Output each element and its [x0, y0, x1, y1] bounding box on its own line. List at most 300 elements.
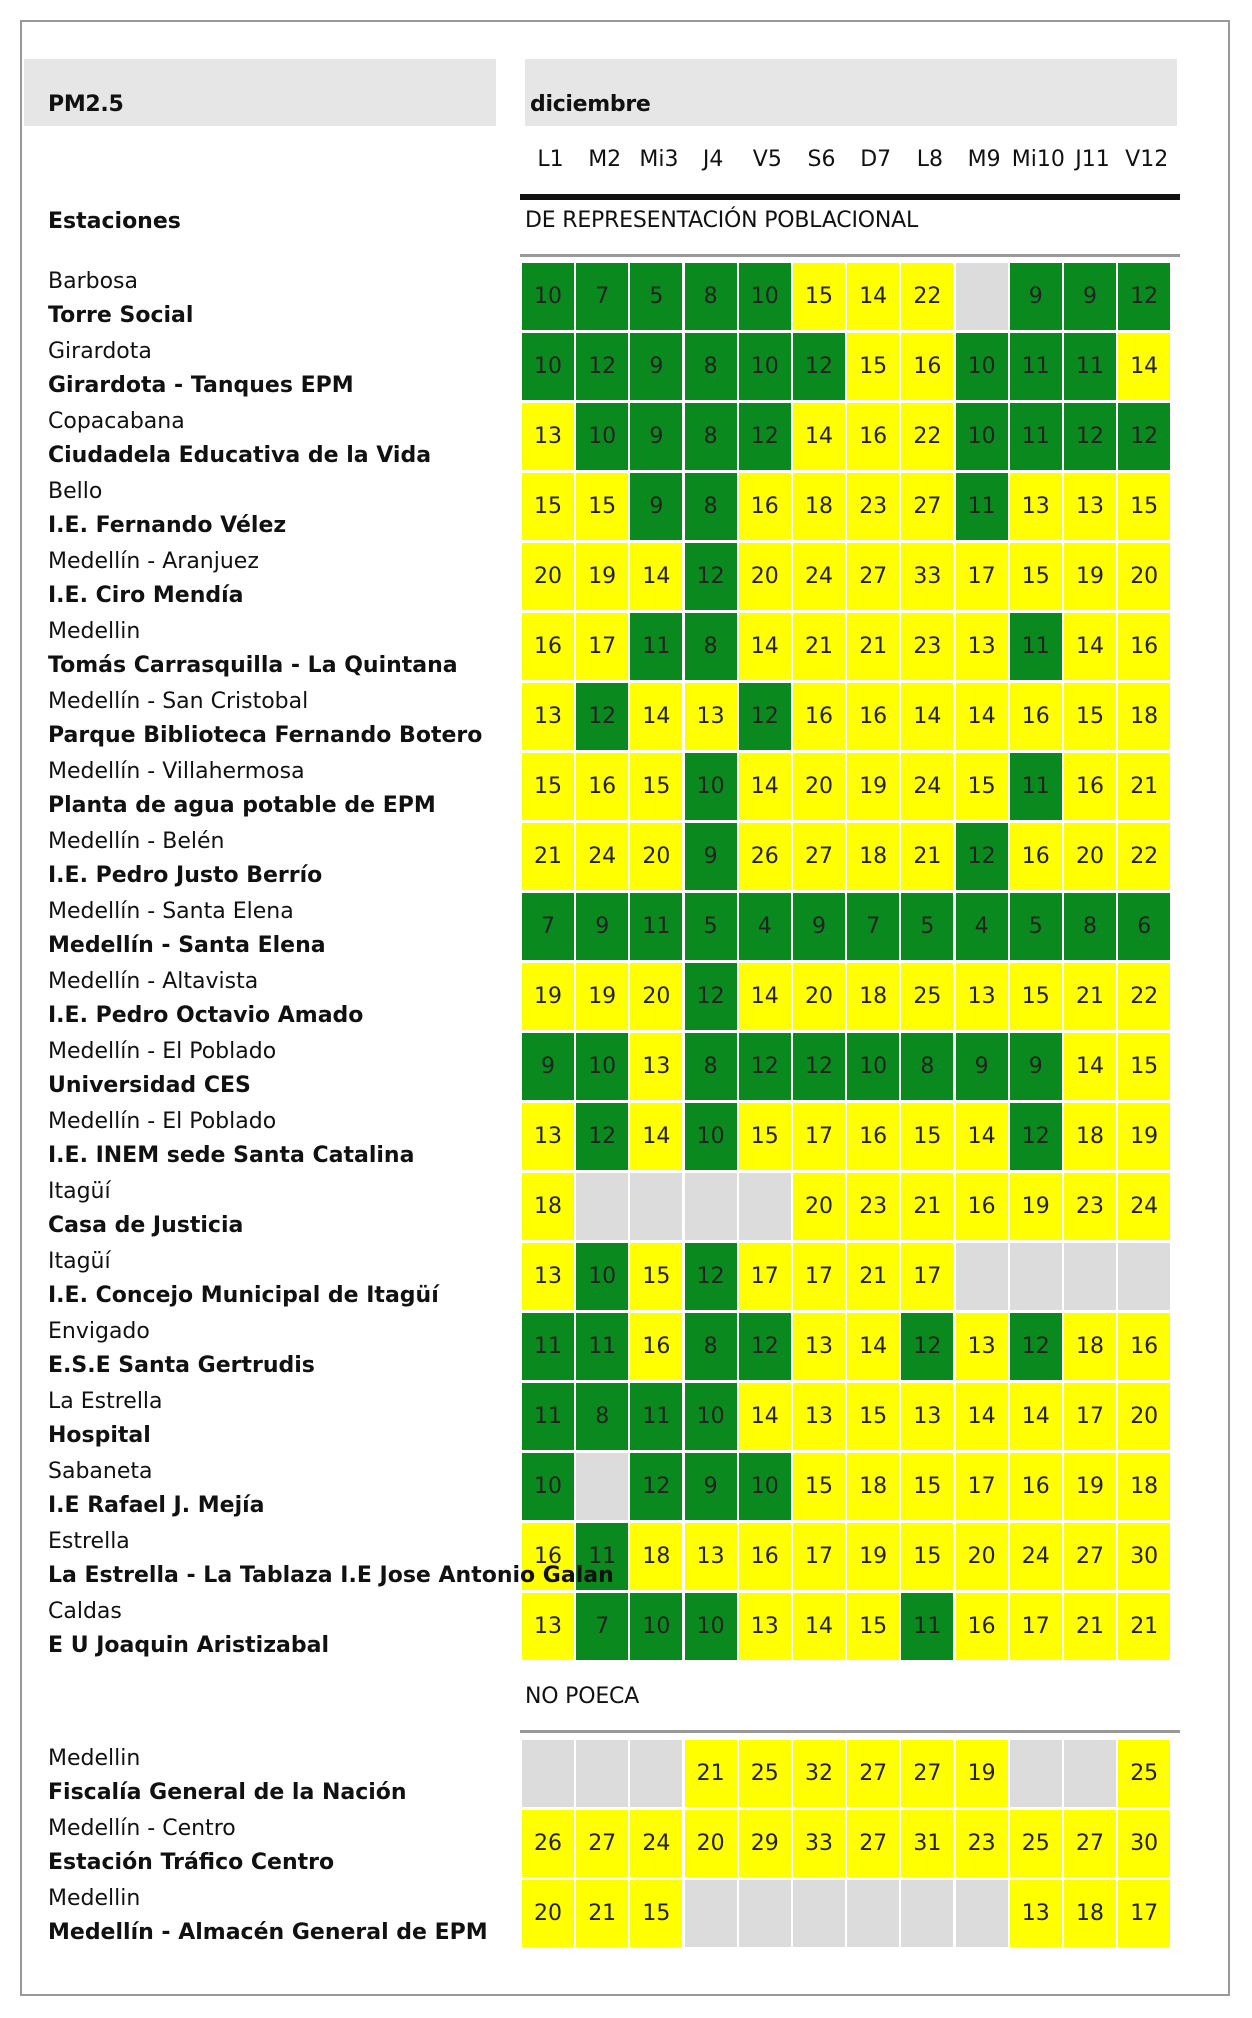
- value-cell: [630, 403, 682, 470]
- value-text: 25: [913, 984, 942, 1009]
- value-cell: [1010, 333, 1062, 400]
- value-text: 13: [534, 1264, 562, 1289]
- station-row: [0, 1313, 1252, 1383]
- day-header: S6: [807, 147, 836, 172]
- value-cell: [901, 823, 953, 890]
- value-cell: [1064, 1383, 1116, 1450]
- value-cell: [847, 333, 899, 400]
- station-name: I.E. Ciro Mendía: [48, 583, 244, 608]
- value-text: 14: [642, 564, 671, 589]
- value-cell: [1064, 1103, 1116, 1170]
- value-text: 21: [859, 1264, 888, 1289]
- value-cell: [901, 473, 953, 540]
- value-cell: [630, 1313, 682, 1380]
- value-text: 14: [967, 704, 996, 729]
- value-text: 11: [1021, 774, 1050, 799]
- value-cell: [576, 403, 628, 470]
- value-cell: [576, 1033, 628, 1100]
- station-name: I.E. Fernando Vélez: [48, 513, 287, 538]
- station-location: Estrella: [48, 1529, 130, 1554]
- value-text: 9: [649, 354, 664, 379]
- value-cell: [956, 1880, 1008, 1947]
- value-text: 20: [1076, 844, 1104, 869]
- value-cell: [576, 263, 628, 330]
- value-text: 14: [967, 1124, 996, 1149]
- value-text: 21: [913, 1194, 942, 1219]
- value-text: 23: [859, 494, 888, 519]
- value-text: 21: [859, 634, 888, 659]
- station-row: [0, 403, 1252, 473]
- value-cell: [576, 543, 628, 610]
- station-name: Ciudadela Educativa de la Vida: [48, 443, 432, 468]
- value-text: 16: [859, 704, 888, 729]
- value-cell: [1010, 1243, 1062, 1310]
- value-cell: [793, 1453, 845, 1520]
- station-row: [0, 333, 1252, 403]
- station-location: Medellín - Aranjuez: [48, 549, 259, 574]
- station-row: [0, 753, 1252, 823]
- value-text: 8: [703, 1054, 718, 1079]
- value-cell: [522, 1453, 574, 1520]
- value-cell: [630, 263, 682, 330]
- value-cell: [739, 333, 791, 400]
- value-cell: [1010, 823, 1062, 890]
- value-cell: [1118, 1383, 1170, 1450]
- value-cell: [1064, 1033, 1116, 1100]
- value-text: 17: [967, 1474, 996, 1499]
- value-cell: [576, 1740, 628, 1807]
- value-text: 21: [534, 844, 562, 869]
- value-cell: [739, 1453, 791, 1520]
- value-text: 16: [859, 424, 888, 449]
- station-location: Medellín - San Cristobal: [48, 689, 309, 714]
- value-cell: [901, 1383, 953, 1450]
- value-text: 18: [534, 1194, 562, 1219]
- value-text: 18: [859, 984, 888, 1009]
- value-text: 33: [913, 564, 942, 589]
- value-text: 11: [588, 1544, 617, 1569]
- value-cell: [847, 1523, 899, 1590]
- value-cell: [1010, 473, 1062, 540]
- value-cell: [685, 333, 737, 400]
- value-cell: [901, 1033, 953, 1100]
- value-text: 6: [1137, 914, 1152, 939]
- value-cell: [793, 1880, 845, 1947]
- value-text: 12: [805, 354, 833, 379]
- value-text: 8: [703, 634, 718, 659]
- value-text: 27: [805, 844, 833, 869]
- value-cell: [576, 1810, 628, 1877]
- day-header: V5: [752, 147, 782, 172]
- value-cell: [1118, 1243, 1170, 1310]
- value-cell: [956, 263, 1008, 330]
- value-cell: [956, 403, 1008, 470]
- value-text: 10: [750, 1474, 779, 1499]
- value-text: 15: [534, 774, 562, 799]
- value-text: 12: [696, 1264, 725, 1289]
- value-cell: [793, 823, 845, 890]
- value-cell: [739, 1740, 791, 1807]
- value-cell: [847, 1453, 899, 1520]
- value-cell: [1064, 1810, 1116, 1877]
- station-name: I.E. INEM sede Santa Catalina: [48, 1143, 415, 1168]
- value-text: 27: [913, 494, 942, 519]
- value-text: 21: [1076, 1614, 1104, 1639]
- value-text: 18: [1130, 704, 1159, 729]
- value-cell: [630, 1243, 682, 1310]
- value-cell: [956, 543, 1008, 610]
- value-text: 20: [642, 844, 671, 869]
- value-cell: [956, 1593, 1008, 1660]
- value-text: 27: [913, 1761, 942, 1786]
- value-cell: [793, 893, 845, 960]
- value-text: 7: [541, 914, 555, 939]
- value-cell: [901, 893, 953, 960]
- value-cell: [956, 1103, 1008, 1170]
- station-name: Universidad CES: [48, 1073, 251, 1098]
- value-text: 29: [750, 1831, 779, 1856]
- value-cell: [630, 333, 682, 400]
- value-cell: [847, 543, 899, 610]
- value-text: 14: [750, 984, 779, 1009]
- value-text: 26: [534, 1831, 562, 1856]
- value-cell: [576, 1383, 628, 1450]
- value-cell: [739, 1103, 791, 1170]
- value-text: 11: [1021, 424, 1050, 449]
- value-cell: [956, 683, 1008, 750]
- value-text: 9: [649, 494, 664, 519]
- value-cell: [1118, 1453, 1170, 1520]
- value-text: 15: [1021, 984, 1050, 1009]
- value-text: 10: [696, 1614, 725, 1639]
- value-text: 10: [696, 1124, 725, 1149]
- value-text: 16: [913, 354, 942, 379]
- value-cell: [739, 893, 791, 960]
- value-text: 10: [750, 354, 779, 379]
- value-text: 13: [913, 1404, 942, 1429]
- station-row: [0, 1453, 1252, 1523]
- value-cell: [1118, 1313, 1170, 1380]
- value-cell: [522, 1243, 574, 1310]
- value-cell: [576, 1173, 628, 1240]
- value-cell: [901, 1523, 953, 1590]
- value-cell: [739, 1313, 791, 1380]
- value-cell: [956, 1740, 1008, 1807]
- value-text: 23: [1076, 1194, 1104, 1219]
- value-cell: [956, 1383, 1008, 1450]
- station-row: [0, 1593, 1252, 1663]
- value-text: 14: [642, 1124, 671, 1149]
- value-cell: [1118, 1593, 1170, 1660]
- value-cell: [685, 823, 737, 890]
- value-text: 14: [859, 1334, 888, 1359]
- value-cell: [522, 963, 574, 1030]
- station-location: La Estrella: [48, 1389, 163, 1414]
- value-cell: [901, 613, 953, 680]
- value-cell: [685, 1173, 737, 1240]
- value-text: 8: [1083, 914, 1097, 939]
- value-cell: [1064, 263, 1116, 330]
- value-cell: [793, 1173, 845, 1240]
- value-cell: [847, 753, 899, 820]
- value-cell: [847, 613, 899, 680]
- value-cell: [1010, 1593, 1062, 1660]
- value-text: 20: [750, 564, 779, 589]
- value-cell: [1064, 1523, 1116, 1590]
- value-cell: [956, 1243, 1008, 1310]
- value-text: 14: [967, 1404, 996, 1429]
- value-cell: [576, 823, 628, 890]
- station-name: E.S.E Santa Gertrudis: [48, 1353, 315, 1378]
- value-text: 19: [534, 984, 562, 1009]
- value-cell: [1118, 753, 1170, 820]
- station-row: [0, 683, 1252, 753]
- value-text: 18: [859, 844, 888, 869]
- value-text: 15: [859, 354, 888, 379]
- value-cell: [522, 473, 574, 540]
- value-text: 27: [588, 1831, 617, 1856]
- day-header: M9: [967, 147, 1001, 172]
- value-text: 14: [805, 424, 833, 449]
- value-cell: [956, 963, 1008, 1030]
- value-cell: [847, 1383, 899, 1450]
- day-header: Mi3: [639, 147, 679, 172]
- value-cell: [793, 333, 845, 400]
- value-text: 10: [696, 1404, 725, 1429]
- station-name: I.E. Concejo Municipal de Itagüí: [48, 1283, 439, 1308]
- value-text: 24: [588, 844, 617, 869]
- value-cell: [739, 403, 791, 470]
- day-header: L8: [916, 147, 944, 172]
- value-text: 24: [1021, 1544, 1050, 1569]
- value-cell: [576, 893, 628, 960]
- value-cell: [901, 963, 953, 1030]
- value-cell: [739, 473, 791, 540]
- value-cell: [847, 1173, 899, 1240]
- value-text: 11: [1021, 354, 1050, 379]
- value-cell: [1118, 333, 1170, 400]
- value-cell: [1064, 753, 1116, 820]
- value-text: 20: [1130, 564, 1159, 589]
- value-text: 7: [595, 1614, 610, 1639]
- station-location: Medellín - El Poblado: [48, 1109, 277, 1134]
- value-cell: [956, 1033, 1008, 1100]
- day-header: L1: [537, 147, 564, 172]
- value-cell: [847, 963, 899, 1030]
- value-text: 12: [1021, 1124, 1050, 1149]
- value-text: 19: [1021, 1194, 1050, 1219]
- value-cell: [522, 613, 574, 680]
- value-cell: [1064, 333, 1116, 400]
- value-cell: [956, 893, 1008, 960]
- value-cell: [630, 683, 682, 750]
- value-text: 25: [1021, 1831, 1050, 1856]
- value-cell: [1010, 543, 1062, 610]
- value-cell: [522, 1313, 574, 1380]
- value-text: 18: [1076, 1124, 1104, 1149]
- value-text: 12: [1130, 424, 1159, 449]
- value-text: 12: [588, 354, 617, 379]
- value-text: 13: [534, 704, 562, 729]
- value-text: 17: [1076, 1404, 1104, 1429]
- value-text: 9: [649, 424, 664, 449]
- value-text: 11: [1021, 634, 1050, 659]
- value-text: 19: [1130, 1124, 1159, 1149]
- value-text: 19: [1076, 1474, 1104, 1499]
- value-cell: [739, 683, 791, 750]
- value-cell: [1118, 1810, 1170, 1877]
- value-text: 9: [541, 1054, 555, 1079]
- value-cell: [956, 1453, 1008, 1520]
- value-text: 17: [750, 1264, 779, 1289]
- station-name: Casa de Justicia: [48, 1213, 244, 1238]
- value-text: 24: [913, 774, 942, 799]
- station-name: Hospital: [48, 1423, 151, 1448]
- value-cell: [901, 1243, 953, 1310]
- value-text: 21: [1076, 984, 1104, 1009]
- value-cell: [739, 1033, 791, 1100]
- value-cell: [956, 1523, 1008, 1590]
- station-name: I.E Rafael J. Mejía: [48, 1493, 265, 1518]
- value-text: 10: [967, 424, 996, 449]
- value-text: 13: [534, 1124, 562, 1149]
- value-cell: [793, 683, 845, 750]
- value-cell: [1010, 613, 1062, 680]
- value-cell: [1010, 683, 1062, 750]
- value-text: 8: [703, 354, 718, 379]
- value-text: 4: [757, 914, 772, 939]
- value-text: 12: [967, 844, 996, 869]
- value-cell: [630, 1880, 682, 1947]
- value-cell: [793, 403, 845, 470]
- value-cell: [1064, 543, 1116, 610]
- value-cell: [685, 263, 737, 330]
- station-row: [0, 263, 1252, 333]
- value-text: 10: [967, 354, 996, 379]
- value-text: 12: [1021, 1334, 1050, 1359]
- value-cell: [901, 543, 953, 610]
- value-cell: [630, 1453, 682, 1520]
- value-cell: [1010, 1383, 1062, 1450]
- value-text: 19: [859, 774, 888, 799]
- station-location: Medellin: [48, 1746, 141, 1771]
- value-text: 7: [595, 284, 610, 309]
- value-text: 15: [913, 1124, 942, 1149]
- value-text: 15: [1021, 564, 1050, 589]
- value-text: 12: [805, 1054, 833, 1079]
- value-text: 19: [967, 1761, 996, 1786]
- value-cell: [522, 1033, 574, 1100]
- day-header: M2: [588, 147, 622, 172]
- value-cell: [576, 963, 628, 1030]
- value-text: 17: [805, 1544, 833, 1569]
- value-text: 16: [967, 1194, 996, 1219]
- value-cell: [901, 683, 953, 750]
- station-name: Tomás Carrasquilla - La Quintana: [48, 653, 458, 678]
- value-cell: [901, 1313, 953, 1380]
- value-cell: [685, 613, 737, 680]
- value-text: 14: [642, 704, 671, 729]
- value-text: 9: [595, 914, 610, 939]
- value-cell: [1118, 683, 1170, 750]
- value-text: 13: [534, 424, 562, 449]
- value-text: 21: [805, 634, 833, 659]
- value-text: 15: [1130, 1054, 1159, 1079]
- value-cell: [739, 753, 791, 820]
- value-cell: [1010, 263, 1062, 330]
- value-text: 10: [696, 774, 725, 799]
- station-location: Sabaneta: [48, 1459, 153, 1484]
- value-text: 16: [1021, 844, 1050, 869]
- value-text: 27: [859, 1831, 888, 1856]
- value-text: 12: [696, 984, 725, 1009]
- value-text: 14: [1076, 634, 1104, 659]
- station-row: [0, 1173, 1252, 1243]
- value-text: 16: [1130, 634, 1159, 659]
- value-text: 30: [1130, 1831, 1159, 1856]
- station-name: Medellín - Almacén General de EPM: [48, 1920, 488, 1945]
- value-cell: [576, 613, 628, 680]
- value-text: 21: [913, 844, 942, 869]
- value-text: 12: [750, 424, 779, 449]
- value-cell: [847, 1103, 899, 1170]
- value-cell: [1064, 1173, 1116, 1240]
- value-cell: [901, 1810, 953, 1877]
- station-row: [0, 1523, 1252, 1593]
- value-text: 17: [967, 564, 996, 589]
- value-text: 8: [703, 424, 718, 449]
- value-cell: [901, 1103, 953, 1170]
- value-cell: [847, 1740, 899, 1807]
- value-cell: [1064, 963, 1116, 1030]
- value-text: 15: [805, 284, 833, 309]
- value-cell: [630, 823, 682, 890]
- value-text: 19: [588, 984, 617, 1009]
- value-text: 23: [913, 634, 942, 659]
- value-cell: [630, 1383, 682, 1450]
- value-cell: [685, 1313, 737, 1380]
- value-text: 17: [1130, 1901, 1159, 1926]
- value-cell: [793, 1383, 845, 1450]
- value-text: 14: [859, 284, 888, 309]
- value-text: 16: [859, 1124, 888, 1149]
- value-cell: [522, 1593, 574, 1660]
- value-cell: [1118, 1880, 1170, 1947]
- value-cell: [630, 1173, 682, 1240]
- value-cell: [793, 753, 845, 820]
- value-text: 15: [967, 774, 996, 799]
- value-cell: [793, 1103, 845, 1170]
- value-cell: [630, 1523, 682, 1590]
- value-cell: [576, 753, 628, 820]
- value-cell: [630, 1033, 682, 1100]
- value-cell: [576, 1313, 628, 1380]
- value-cell: [576, 683, 628, 750]
- value-text: 23: [967, 1831, 996, 1856]
- value-cell: [685, 683, 737, 750]
- station-row: [0, 823, 1252, 893]
- section-label-poblacional: DE REPRESENTACIÓN POBLACIONAL: [525, 208, 919, 233]
- value-text: 9: [703, 844, 718, 869]
- value-cell: [739, 1593, 791, 1660]
- value-text: 16: [967, 1614, 996, 1639]
- value-cell: [847, 263, 899, 330]
- value-text: 4: [974, 914, 989, 939]
- station-row: [0, 1033, 1252, 1103]
- value-cell: [522, 263, 574, 330]
- value-text: 11: [642, 634, 671, 659]
- value-cell: [739, 1383, 791, 1450]
